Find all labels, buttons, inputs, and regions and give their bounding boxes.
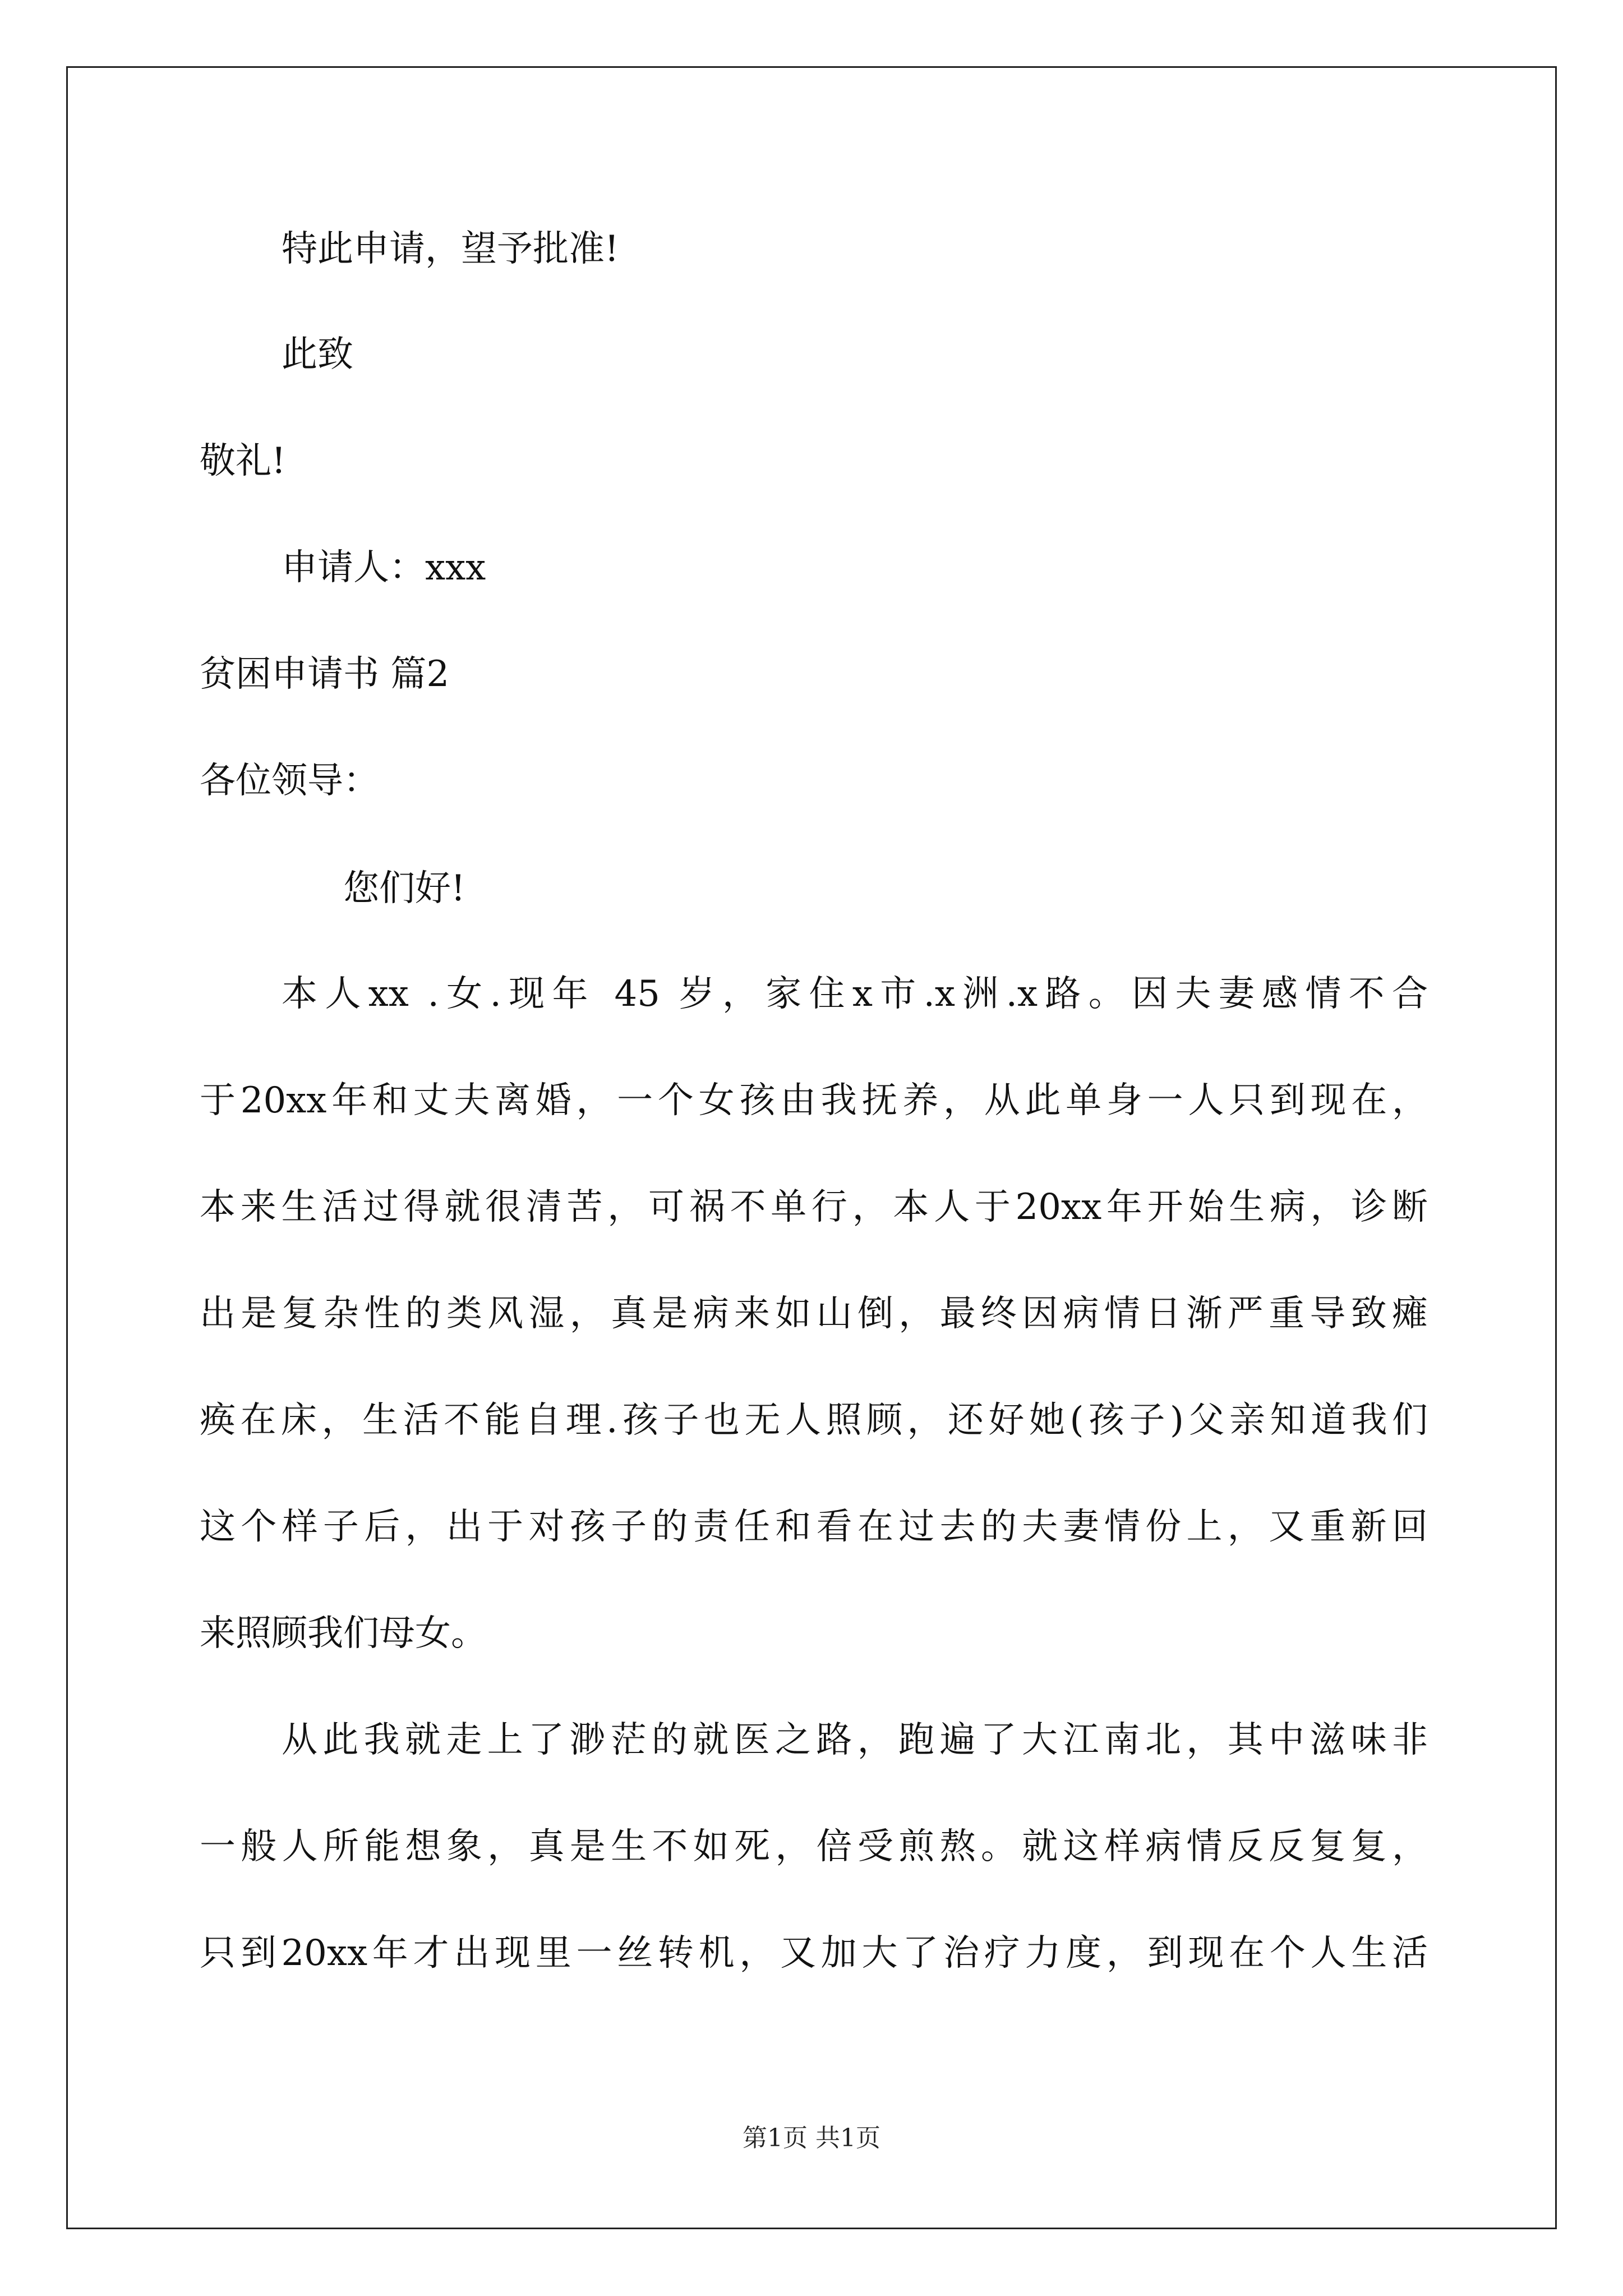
applicant-line: 申请人：xxx [282, 547, 486, 588]
request-line: 特此申请，望予批准! [282, 228, 619, 270]
paragraph1-line: 于20xx年和丈夫离婚，一个女孩由我抚养，从此单身一人只到现在， [200, 1080, 1428, 1121]
greeting: 您们好! [343, 868, 465, 909]
regards: 敬礼! [200, 440, 286, 482]
paragraph1-line: 本来生活过得就很清苦，可祸不单行，本人于20xx年开始生病，诊断 [200, 1186, 1428, 1228]
paragraph1-line: 本人xx .女.现年 45 岁，家住x市.x洲.x路。因夫妻感情不合 [282, 973, 1428, 1015]
paragraph1-line: 这个样子后，出于对孩子的责任和看在过去的夫妻情份上，又重新回 [200, 1506, 1428, 1548]
paragraph1-line: 出是复杂性的类风湿，真是病来如山倒，最终因病情日渐严重导致瘫 [200, 1293, 1428, 1335]
page-border [66, 66, 1557, 2229]
paragraph1-line: 来照顾我们母女。 [200, 1613, 487, 1654]
salutation: 此致 [282, 334, 353, 375]
addressee: 各位领导： [200, 760, 379, 802]
paragraph2-line: 只到20xx年才出现里一丝转机，又加大了治疗力度，到现在个人生活 [200, 1932, 1428, 1974]
page-number-footer: 第1页 共1页 [743, 2124, 880, 2152]
section-title: 贫困申请书 篇2 [200, 654, 450, 695]
paragraph2-line: 从此我就走上了渺茫的就医之路，跑遍了大江南北，其中滋味非 [282, 1719, 1428, 1761]
paragraph1-line: 痪在床，生活不能自理.孩子也无人照顾，还好她(孩子)父亲知道我们 [200, 1400, 1428, 1441]
paragraph2-line: 一般人所能想象，真是生不如死，倍受煎熬。就这样病情反反复复， [200, 1826, 1428, 1867]
